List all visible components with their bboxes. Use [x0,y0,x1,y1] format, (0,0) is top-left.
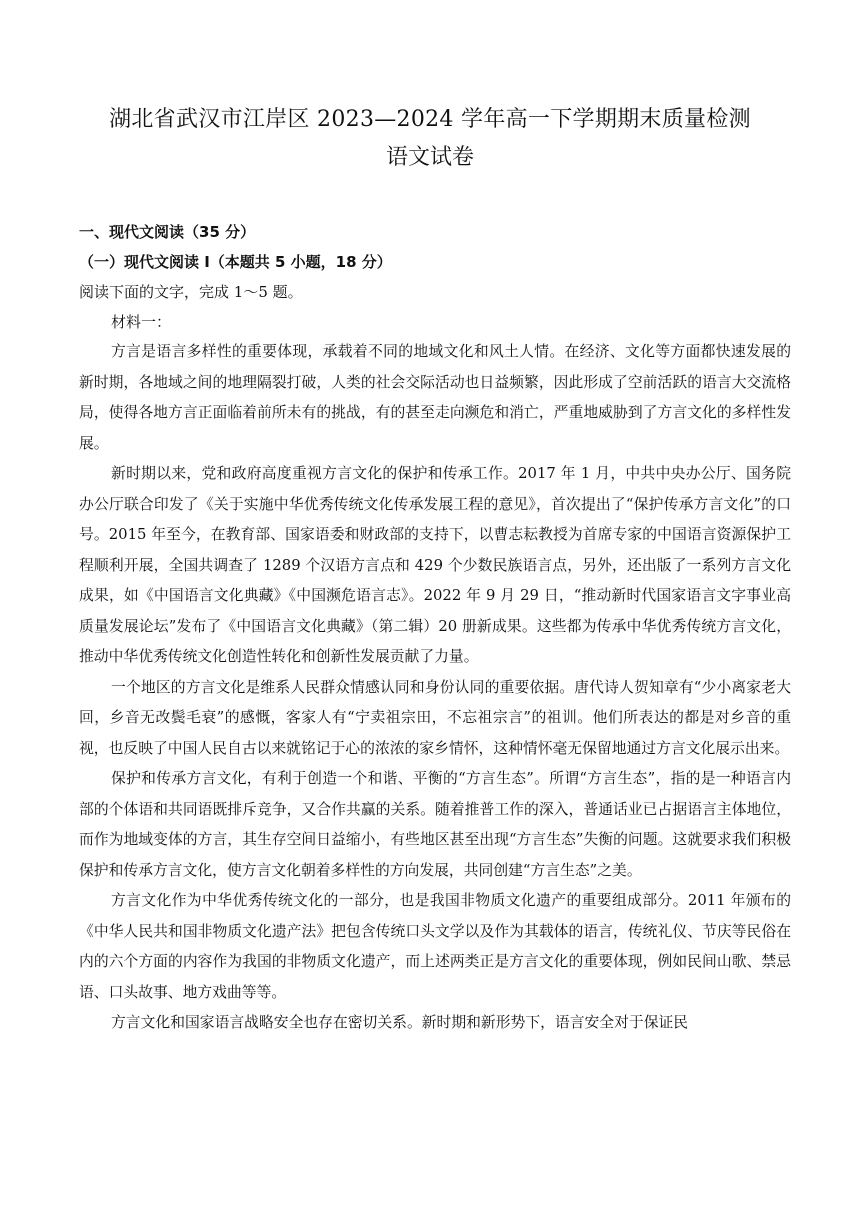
section-heading: 一、现代文阅读（35 分） [79,223,256,241]
reading-instruction: 阅读下面的文字，完成 1～5 题。 [79,283,303,301]
subsection-heading: （一）现代文阅读 I（本题共 5 小题，18 分） [79,253,392,271]
exam-subtitle: 语文试卷 [385,145,474,170]
paragraph-1: 方言是语言多样性的重要体现，承载着不同的地域文化和风土人情。在经济、文化等方面都快速发展的新时期，各地域之间的地理隔裂打破，人类的社会交际活动也日益频繁，因此形成了空前活跃的语言大交流格局，使得各地方言正面临着前所未有的挑战，有的甚至走向濒危和消亡，严重地威胁到了方言文化的多样性发展。 [79,343,791,452]
exam-title: 湖北省武汉市江岸区 2023—2024 学年高一下学期期末质量检测 [109,107,751,132]
paragraph-3: 一个地区的方言文化是维系人民群众情感认同和身份认同的重要依据。唐代诗人贺知章有“少小离家老大回，乡音无改鬓毛衰”的感慨，客家人有“宁卖祖宗田，不忘祖宗言”的祖训。他们所表达的都是对乡音的重视，也反映了中国人民自古以来就铭记于心的浓浓的家乡情怀，这种情怀毫无保留地通过方言文化展示出来。 [79,678,791,757]
exam-content [79,217,791,1039]
material-label: 材料一： [111,313,172,331]
paragraph-6: 方言文化和国家语言战略安全也存在密切关系。新时期和新形势下，语言安全对于保证民 [111,1014,689,1031]
paragraph-4: 保护和传承方言文化，有利于创造一个和谐、平衡的“方言生态”。所谓“方言生态”，指的是一种语言内部的个体语和共同语既排斥竞争，又合作共赢的关系。随着推普工作的深入，普通话业已占据语言主体地位，而作为地域变体的方言，其生存空间日益缩小，有些地区甚至出现“方言生态”失衡的问题。这就要求我们积极保护和传承方言文化，使方言文化朝着多样性的方向发展，共同创建“方言生态”之美。 [79,770,791,879]
paragraph-5: 方言文化作为中华优秀传统文化的一部分，也是我国非物质文化遗产的重要组成部分。2011 年颁布的《中华人民共和国非物质文化遗产法》把包含传统口头文学以及作为其载体的语言，传统礼仪、节庆等民俗在内的六个方面的内容作为我国的非物质文化遗产，而上述两类正是方言文化的重要体现，例如民间山歌、禁忌语、口头故事、地方戏曲等等。 [79,892,791,1001]
paragraph-2: 新时期以来，党和政府高度重视方言文化的保护和传承工作。2017 年 1 月，中共中央办公厅、国务院办公厅联合印发了《关于实施中华优秀传统文化传承发展工程的意见》，首次提出了“保护传承方言文化”的口号。2015 年至今，在教育部、国家语委和财政部的支持下，以曹志耘教授为首席专家的中国语言资源保护工程顺利开展，全国共调查了 1289 个汉语方言点和 429 个少数民族语言点，另外，还出版了一系列方言文化成果，如《中国语言文化典藏》《中国濒危语言志》。2022 年 9 月 29 日，“推动新时代国家语言文字事业高质量发展论坛”发布了《中国语言文化典藏》（第二辑）20 册新成果。这些都为传承中华优秀传统方言文化，推动中华优秀传统文化创造性转化和创新性发展贡献了力量。 [79,465,791,665]
